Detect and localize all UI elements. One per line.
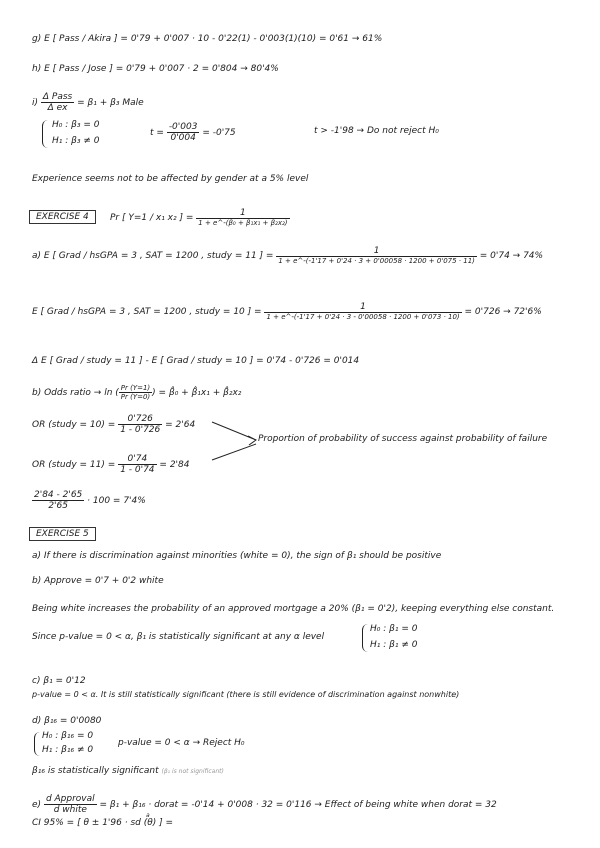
part-g-label: g) <box>32 34 42 44</box>
exercise-5-title: EXERCISE 5 <box>29 527 96 541</box>
ex5-b-h0: H₀ : β₁ = 0 <box>370 624 418 634</box>
odds-ratio-study-11 <box>32 454 189 475</box>
ex5-e-label: e) <box>32 800 42 810</box>
grad-11-fraction: $\frac{1}{1 + e\^{}-(-1'17 + 0'24 \cdot 3 + 0'00058 \cdot 1200 + 0'075 \cdot 11)}$ <box>278 246 475 265</box>
or11-lhs: OR (study = 11) = <box>32 460 116 470</box>
part-i-label: i) <box>32 98 39 108</box>
logit-model <box>110 208 290 227</box>
odds-ratio-note: Proportion of probability of success against probability of failure <box>258 434 548 444</box>
grad-prob-study-11 <box>32 246 543 265</box>
percent-change-odds <box>32 490 146 511</box>
grad-10-result: = 0'726 → 72'6% <box>464 307 542 317</box>
ex5-e-expression: = β₁ + β₁₆ · dorat = -0'14 + 0'008 · 32 = 0'116 → Effect of being white when dorat = 32 <box>99 800 497 810</box>
ex5-d-conclusion <box>32 766 224 776</box>
part-g-result: 61% <box>362 34 383 44</box>
ex5-part-e <box>32 794 497 815</box>
ex5-e-marker: a <box>146 812 150 819</box>
or11-value: = 2'84 <box>159 460 190 470</box>
odds-ratio-rhs: = β̂₀ + β̂₁x₁ + β̂₂x₂ <box>158 388 242 398</box>
ex5-b-h1: H₁ : β₁ ≠ 0 <box>370 640 418 650</box>
logit-model-lhs: Pr [ Y=1 / x₁ x₂ ] = <box>110 213 194 223</box>
odds-ratio-label: b) Odds ratio → <box>32 388 102 398</box>
logit-model-fraction: $\frac{1}{\text{1 + e\textasciicircum{}-(β₀ + β₁x₁ + β₂x₂)}}$ <box>198 208 288 227</box>
ex5-part-b-interpretation: Being white increases the probability of an approved mortgage a 20% (β₁ = 0'2), keeping everything else constant. <box>32 604 555 614</box>
derivative-rhs: = β₁ + β₃ Male <box>77 98 144 108</box>
percent-change-result: · 100 = 7'4% <box>87 496 146 506</box>
experience-conclusion: Experience seems not to be affected by gender at a 5% level <box>32 174 309 184</box>
or11-fraction: $\frac{0'74}{1 - 0'74}$ <box>120 454 155 475</box>
ex5-b-brace <box>362 624 368 652</box>
t-statistic <box>150 122 236 143</box>
marginal-effect-study: Δ E [ Grad / study = 11 ] - E [ Grad / study = 10 ] = 0'74 - 0'726 = 0'014 <box>32 356 360 366</box>
ex5-part-a: a) If there is discrimination against minorities (white = 0), the sign of β₁ should be positive <box>32 551 442 561</box>
t-label: t = <box>150 128 164 138</box>
t-value: = -0'75 <box>202 128 236 138</box>
ex5-d-significant: β₁₆ is statistically significant <box>32 766 159 776</box>
hypothesis-brace <box>42 120 48 148</box>
ex5-d-aside: (β₁ is not significant) <box>161 768 224 775</box>
line-h: h) E [ Pass / Jose ] = 0'79 + 0'007 · 2 = 0'804 → 80'4% <box>32 64 279 74</box>
part-h-label: h) <box>32 64 42 74</box>
odds-fraction: $\frac{Pr (Y=1)}{Pr (Y=0)}$ <box>120 384 151 401</box>
hypothesis-h0: H₀ : β₃ = 0 <box>52 120 100 130</box>
odds-ratio-definition: b) Odds ratio → ln ( $\frac{Pr (Y=1)}{Pr (Y=0)}$ ) = β̂₀ + β̂₁x₁ + β̂₂x₂ <box>32 384 242 401</box>
grad-11-result: = 0'74 → 74% <box>479 251 544 261</box>
t-fraction: $\frac{-0'003}{0'004}$ <box>168 122 198 143</box>
grad-10-lhs: E [ Grad / hsGPA = 3 , SAT = 1200 , study = 10 ] = <box>32 307 262 317</box>
line-g: g) E [ Pass / Akira ] = 0'79 + 0'007 · 10 - 0'22(1) - 0'003(1)(10) = 0'61 → 61% <box>32 34 383 44</box>
exercise-4-title: EXERCISE 4 <box>29 210 96 224</box>
derivative-fraction: $\frac{\text{Δ Pass}}{\text{Δ ex}}$ <box>42 92 73 113</box>
ex5-d-h1: H₁ : β₁₆ ≠ 0 <box>42 745 94 755</box>
t-decision: t > -1'98 → Do not reject H₀ <box>314 126 439 136</box>
ex5-d-h0: H₀ : β₁₆ = 0 <box>42 731 94 741</box>
ex5-part-b-significance: Since p-value = 0 < α, β₁ is statistically significant at any α level <box>32 632 325 642</box>
ex5-d-decision: p-value = 0 < α → Reject H₀ <box>118 738 245 748</box>
ex5-part-b-model: b) Approve = 0'7 + 0'2 white <box>32 576 164 586</box>
part-g-expression: E [ Pass / Akira ] = 0'79 + 0'007 · 10 - 0'22(1) - 0'003(1)(10) = 0'61 <box>44 34 350 44</box>
ex5-part-c-coefficient: c) β₁ = 0'12 <box>32 676 86 686</box>
ex5-e-fraction: $\frac{\text{d Approval}}{\text{d white}}$ <box>45 794 95 815</box>
or10-value: = 2'64 <box>165 420 196 430</box>
percent-change-fraction: $\frac{2'84 - 2'65}{2'65}$ <box>34 490 83 511</box>
ex5-part-c-significance: p-value = 0 < α. It is still statistically significant (there is still evidence of discrimination against nonwhite) <box>32 690 460 699</box>
ln-label: ln <box>104 388 113 398</box>
part-h-expression: E [ Pass / Jose ] = 0'79 + 0'007 · 2 = 0'804 <box>44 64 238 74</box>
ex5-confidence-interval: CI 95% = [ θ ± 1'96 · sd (θ) ] = <box>32 818 174 828</box>
grad-11-lhs: a) E [ Grad / hsGPA = 3 , SAT = 1200 , study = 11 ] = <box>32 251 274 261</box>
part-h-result: 80'4% <box>250 64 279 74</box>
hypothesis-h1: H₁ : β₃ ≠ 0 <box>52 136 100 146</box>
grad-prob-study-10 <box>32 302 542 321</box>
grad-10-fraction: $\frac{1}{1 + e\^{}-(-1'17 + 0'24 \cdot 3 - 0'00058 \cdot 1200 + 0'073 \cdot 10)}$ <box>266 302 460 321</box>
line-i-derivative <box>32 92 144 113</box>
odds-ratio-study-10 <box>32 414 195 435</box>
ex5-d-brace <box>34 732 40 756</box>
ex5-part-d-coefficient: d) β₁₆ = 0'0080 <box>32 716 102 726</box>
or10-fraction: $\frac{0'726}{1 - 0'726}$ <box>120 414 161 435</box>
or10-lhs: OR (study = 10) = <box>32 420 116 430</box>
